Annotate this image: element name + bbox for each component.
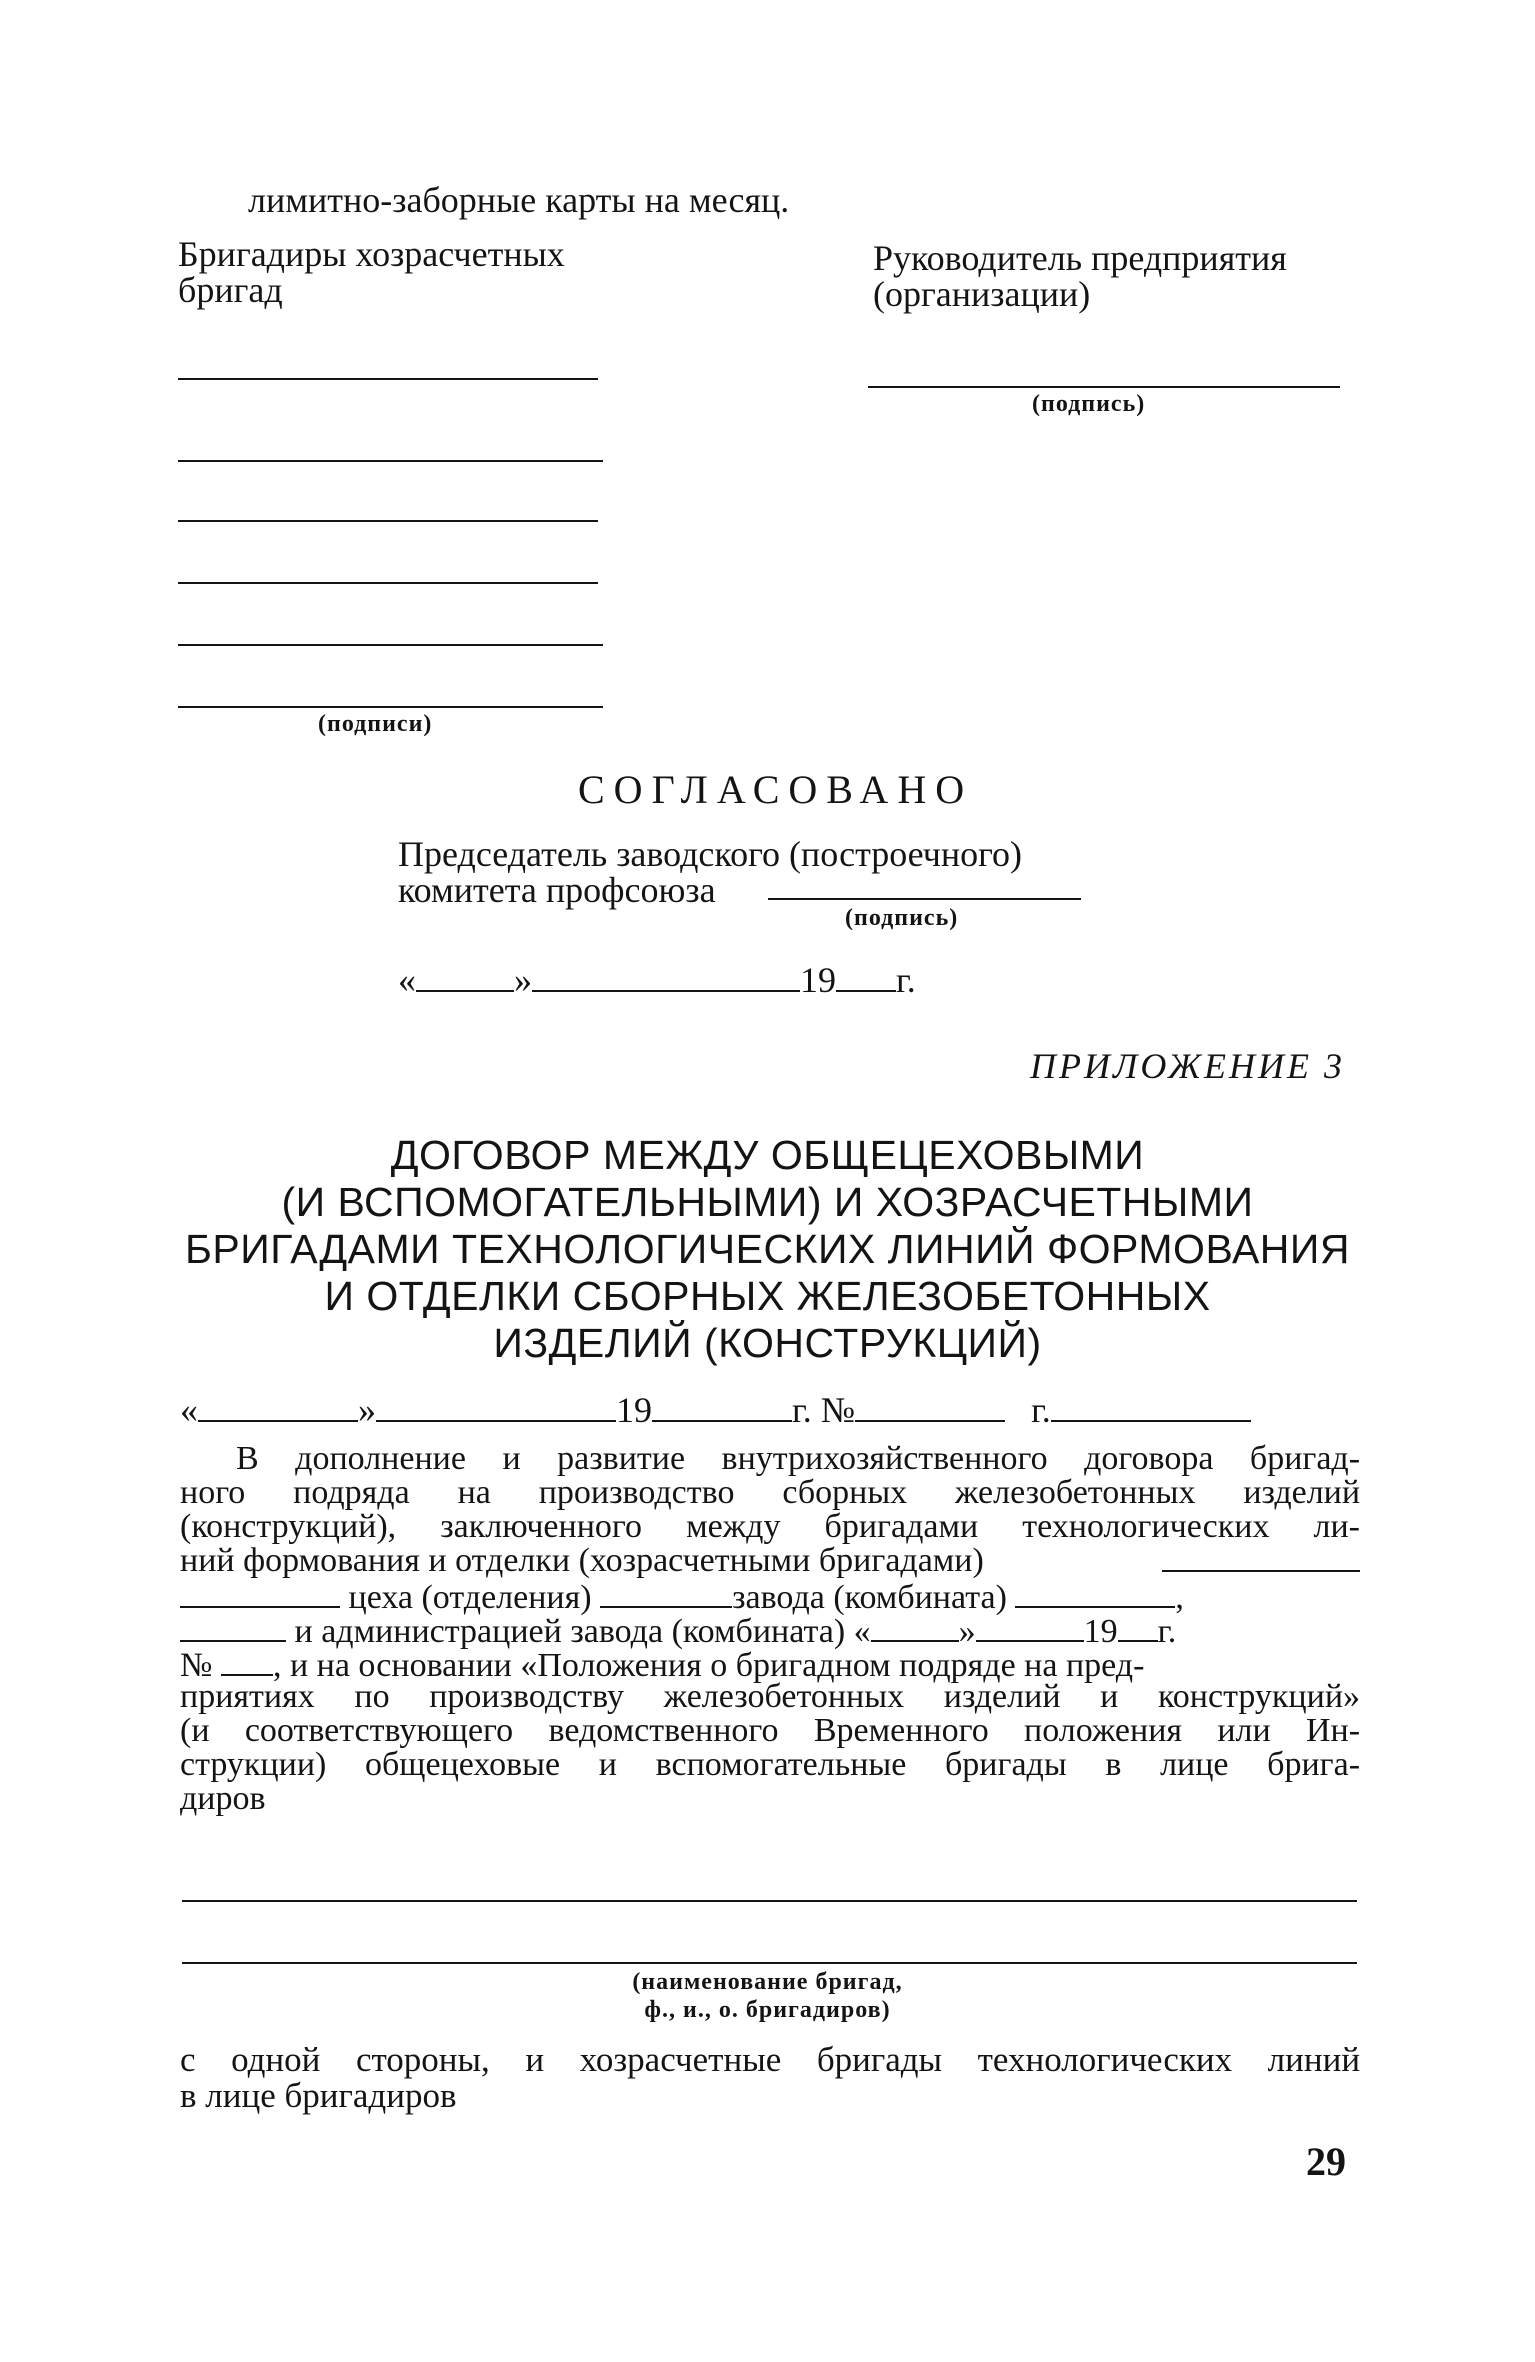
body-line: № , и на основании «Положения о бригадном подряде на пред- <box>180 1647 1145 1684</box>
brigades-name-line <box>182 1962 1357 1964</box>
body-line: и администрацией завода (комбината) « » 19 г. <box>180 1612 1176 1649</box>
agreed-heading: СОГЛАСОВАНО <box>578 767 974 812</box>
left-heading-line2: бригад <box>178 270 283 310</box>
body-line: (конструкций), заключенного между бригадами технологических ли- <box>180 1508 1360 1545</box>
left-heading-line1: Бригадиры хозрасчетных <box>178 234 565 274</box>
body-line: ного подряда на производство сборных железобетонных изделий <box>180 1474 1361 1511</box>
body-line: приятиях по производству железобетонных изделий и конструкций» <box>180 1678 1361 1715</box>
admin-blank <box>180 1612 286 1642</box>
body-line: цеха (отделения) завода (комбината) , <box>180 1578 1184 1615</box>
month-blank <box>376 1392 616 1422</box>
brigades-blank <box>1162 1570 1360 1572</box>
year-prefix: 19 <box>800 960 836 1000</box>
agreed-date <box>398 962 916 998</box>
agreed-line1: Председатель заводского (построечного) <box>398 834 1022 874</box>
names-caption-line2: ф., и., о. бригадиров) <box>644 1997 891 2023</box>
body-line: диров <box>180 1780 266 1817</box>
year-prefix: 19 <box>616 1390 652 1430</box>
year-blank <box>836 962 896 992</box>
close-quote: » <box>514 960 532 1000</box>
shop-label: цеха (отделения) <box>348 1579 592 1616</box>
title-line: ИЗДЕЛИЙ (КОНСТРУКЦИЙ) <box>493 1320 1042 1366</box>
signature-line <box>178 644 603 646</box>
closing-line: с одной стороны, и хозрасчетные бригады технологических линий <box>180 2040 1361 2079</box>
top-line: лимитно-заборные карты на месяц. <box>248 180 790 220</box>
day-blank <box>871 1612 959 1642</box>
body-line: В дополнение и развитие внутрихозяйственного договора бригад- <box>236 1440 1361 1477</box>
union-signature-caption: (подпись) <box>845 905 959 931</box>
title-line: (И ВСПОМОГАТЕЛЬНЫМИ) И ХОЗРАСЧЕТНЫМИ <box>281 1179 1254 1225</box>
year-blank <box>652 1392 792 1422</box>
close-quote: » <box>358 1390 376 1430</box>
number-blank <box>221 1646 273 1676</box>
contract-date-line <box>180 1392 1251 1428</box>
title-line: БРИГАДАМИ ТЕХНОЛОГИЧЕСКИХ ЛИНИЙ ФОРМОВАНИЯ <box>185 1226 1350 1272</box>
union-signature-line <box>768 898 1081 900</box>
right-heading-line1: Руководитель предприятия <box>873 238 1287 278</box>
closing-line: в лице бригадиров <box>180 2076 457 2115</box>
city-prefix: г. <box>1031 1390 1051 1430</box>
open-quote: « <box>180 1390 198 1430</box>
signature-line <box>178 706 603 708</box>
title-line: ДОГОВОР МЕЖДУ ОБЩЕЦЕХОВЫМИ <box>390 1132 1145 1178</box>
director-signature-line <box>868 386 1340 388</box>
plant-blank <box>600 1578 732 1608</box>
city-blank <box>1051 1392 1251 1422</box>
right-heading-line2: (организации) <box>873 274 1091 314</box>
signature-line <box>178 378 598 380</box>
body-line: струкции) общецеховые и вспомогательные бригады в лице брига- <box>180 1746 1361 1783</box>
number-blank <box>855 1392 1005 1422</box>
shop-blank <box>180 1578 340 1608</box>
appendix-label: ПРИЛОЖЕНИЕ 3 <box>1030 1046 1345 1086</box>
month-blank <box>976 1612 1084 1642</box>
number-label: г. № <box>792 1390 856 1430</box>
signatures-caption: (подписи) <box>318 711 433 737</box>
director-signature-caption: (подпись) <box>1032 391 1146 417</box>
brigades-name-line <box>182 1900 1357 1902</box>
names-caption-line1: (наименование бригад, <box>632 1969 903 1995</box>
plant-label: завода (комбината) <box>732 1579 1007 1616</box>
signature-line <box>178 582 598 584</box>
body-line: ний формования и отделки (хозрасчетными бригадами) <box>180 1542 984 1579</box>
year-suffix: г. <box>896 960 916 1000</box>
signature-line <box>178 520 598 522</box>
open-quote: « <box>398 960 416 1000</box>
agreed-line2: комитета профсоюза <box>398 870 716 910</box>
plant-name-blank <box>1015 1578 1175 1608</box>
day-blank <box>198 1392 358 1422</box>
signature-line <box>178 460 603 462</box>
month-blank <box>532 962 800 992</box>
year-blank <box>1118 1612 1158 1642</box>
body-line: (и соответствующего ведомственного Временного положения или Ин- <box>180 1712 1361 1749</box>
page-number: 29 <box>1306 2139 1346 2184</box>
title-line: И ОТДЕЛКИ СБОРНЫХ ЖЕЛЕЗОБЕТОННЫХ <box>324 1273 1211 1319</box>
day-blank <box>416 962 514 992</box>
